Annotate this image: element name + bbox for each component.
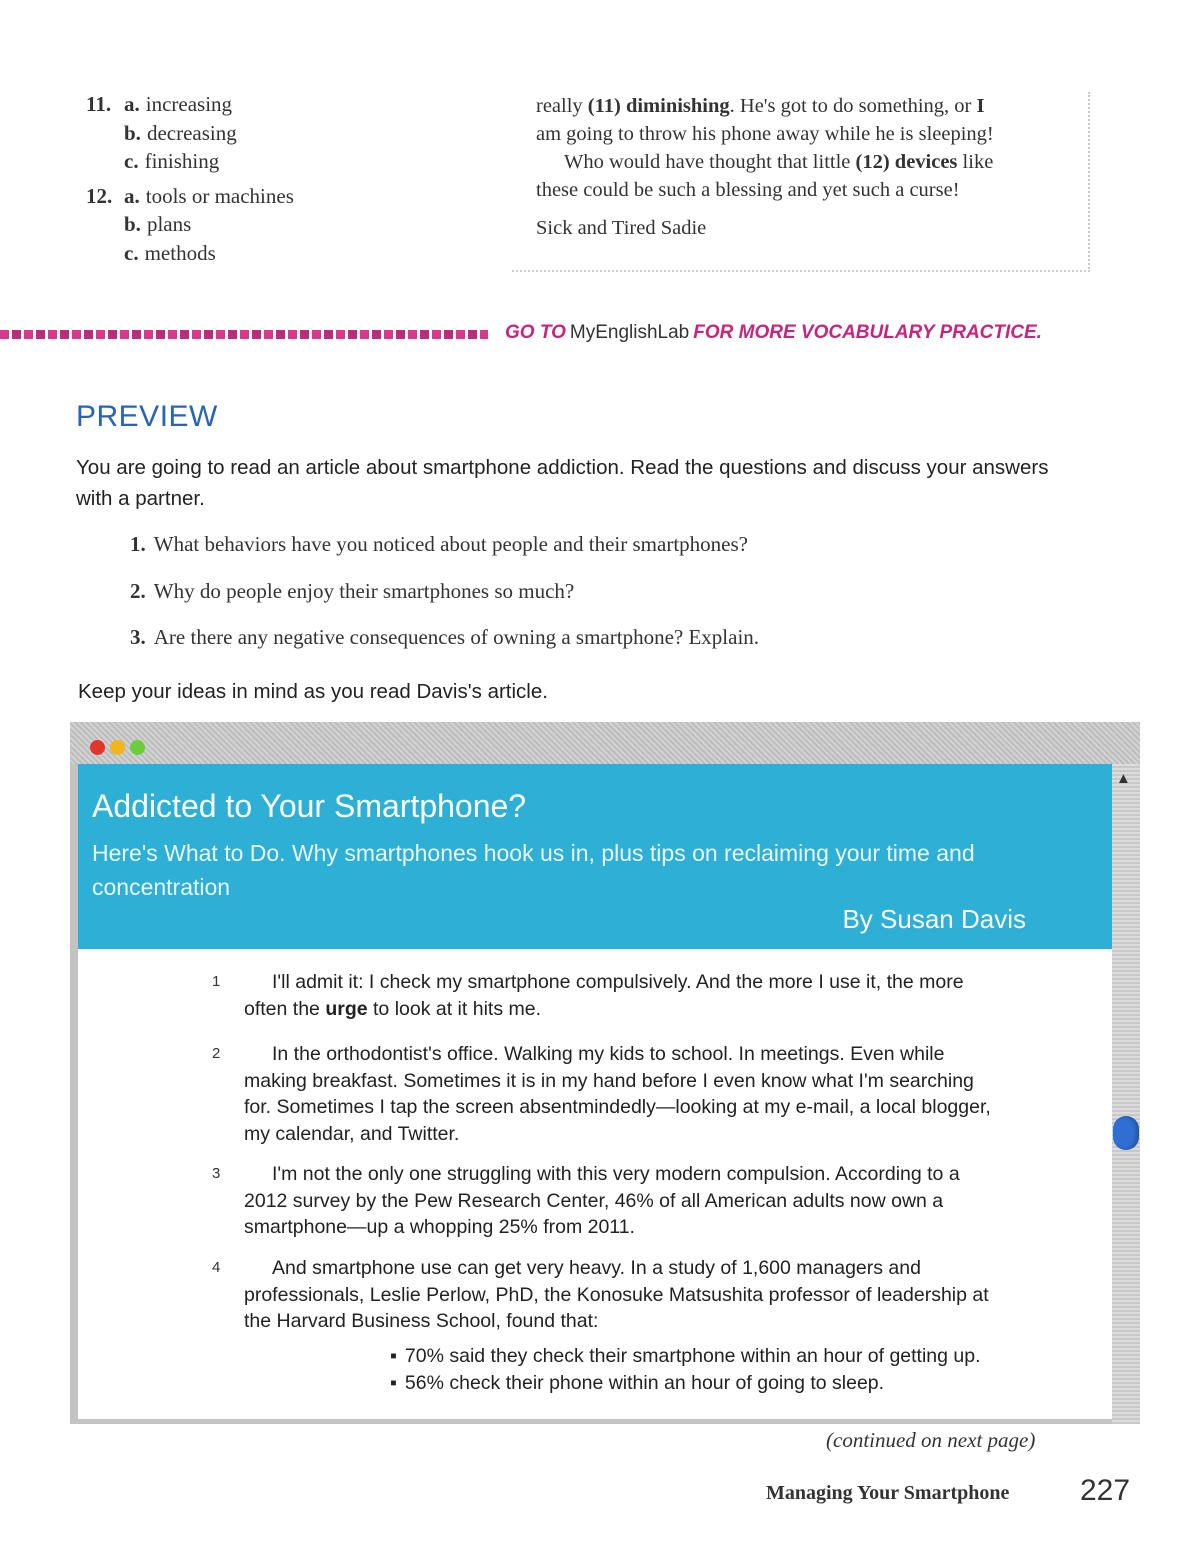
option: a. increasing [124, 92, 233, 116]
list-item: ▪ 70% said they check their smartphone within an hour of getting up. [390, 1343, 981, 1370]
running-head: Managing Your Smartphone [766, 1482, 1010, 1504]
article-paragraph: 1 I'll admit it: I check my smartphone compulsively. And the more I use it, the more often the urge to look at it hits me. [212, 971, 964, 1020]
browser-window [70, 722, 1140, 1424]
practice-link-text[interactable]: GO TO MyEnglishLab FOR MORE VOCABULARY PRACTICE. [505, 322, 1042, 343]
option: c. methods [124, 240, 216, 265]
vocab-choices [86, 90, 386, 267]
statistics-list [390, 1343, 981, 1397]
paragraph-number: 2 [212, 1045, 221, 1062]
continued-note: (continued on next page) [826, 1428, 1036, 1452]
letter-line: these could be such a blessing and yet such a curse! [536, 179, 960, 201]
letter-signature: Sick and Tired Sadie [536, 217, 707, 239]
page-number: 227 [1080, 1474, 1131, 1507]
section-heading: PREVIEW [76, 400, 218, 433]
dashed-divider [0, 330, 488, 339]
article-paragraph: 4 And smartphone use can get very heavy. In a study of 1,600 managers and professionals, Leslie Perlow, PhD, the Konosuke Matsushita professor of leadership at the Harvard Business School, found that: [212, 1257, 989, 1332]
article-title: Addicted to Your Smartphone? [92, 788, 527, 824]
keep-in-mind-text: Keep your ideas in mind as you read Davis's article. [78, 680, 548, 703]
scrollbar-track[interactable] [1112, 764, 1140, 1424]
window-titlebar [70, 722, 1140, 764]
close-window-icon[interactable] [90, 740, 105, 755]
question-number: 12. [86, 183, 113, 208]
article-paragraph: 3 I'm not the only one struggling with this very modern compulsion. According to a 2012 survey by the Pew Research Center, 46% of all American adults now own a smartphone—up a whopping 25% from 2011. [212, 1163, 960, 1238]
myenglishlab-label: MyEnglishLab [569, 322, 690, 343]
letter-line: Who would have thought that little (12) devices like [564, 151, 994, 173]
option: b. plans [124, 212, 192, 236]
scrollbar-thumb[interactable] [1113, 1116, 1139, 1150]
preview-question: 3. Are there any negative consequences of owning a smartphone? Explain. [130, 625, 760, 649]
question-number: 11. [86, 92, 112, 116]
vocab-question-11 [86, 90, 386, 176]
vocabulary-practice-banner [0, 322, 1200, 348]
option: a. tools or machines [124, 183, 294, 208]
paragraph-number: 4 [212, 1259, 221, 1276]
option: b. decreasing [124, 120, 237, 145]
maximize-window-icon[interactable] [130, 740, 145, 755]
vocab-question-12 [86, 182, 386, 268]
article-subtitle: Here's What to Do. Why smartphones hook us in, plus tips on reclaiming your time and concentration [92, 840, 975, 900]
letter-excerpt [512, 92, 1090, 272]
article-header [78, 764, 1112, 949]
article-paragraph: 2 In the orthodontist's office. Walking my kids to school. In meetings. Even while making breakfast. Sometimes it is in my hand before I even know what I'm searching for. Sometimes I tap the screen absentmindedly—looking at my e-mail, a local blogger, my calendar, and Twitter. [212, 1043, 991, 1145]
minimize-window-icon[interactable] [110, 740, 125, 755]
letter-line: really (11) diminishing. He's got to do something, or I [536, 95, 985, 117]
scroll-up-arrow-icon[interactable]: ▲ [1116, 770, 1131, 787]
option: c. finishing [124, 149, 220, 173]
preview-intro: You are going to read an article about smartphone addiction. Read the questions and discuss your answers with a partner. [76, 456, 1049, 510]
article-byline: By Susan Davis [842, 904, 1026, 934]
list-item: ▪ 56% check their phone within an hour of going to sleep. [390, 1370, 981, 1397]
paragraph-number: 1 [212, 973, 221, 990]
letter-line: am going to throw his phone away while he is sleeping! [536, 123, 994, 145]
preview-question: 1. What behaviors have you noticed about people and their smartphones? [130, 532, 748, 556]
article-body [78, 949, 1112, 1419]
paragraph-number: 3 [212, 1165, 221, 1182]
preview-question: 2. Why do people enjoy their smartphones so much? [130, 579, 575, 603]
